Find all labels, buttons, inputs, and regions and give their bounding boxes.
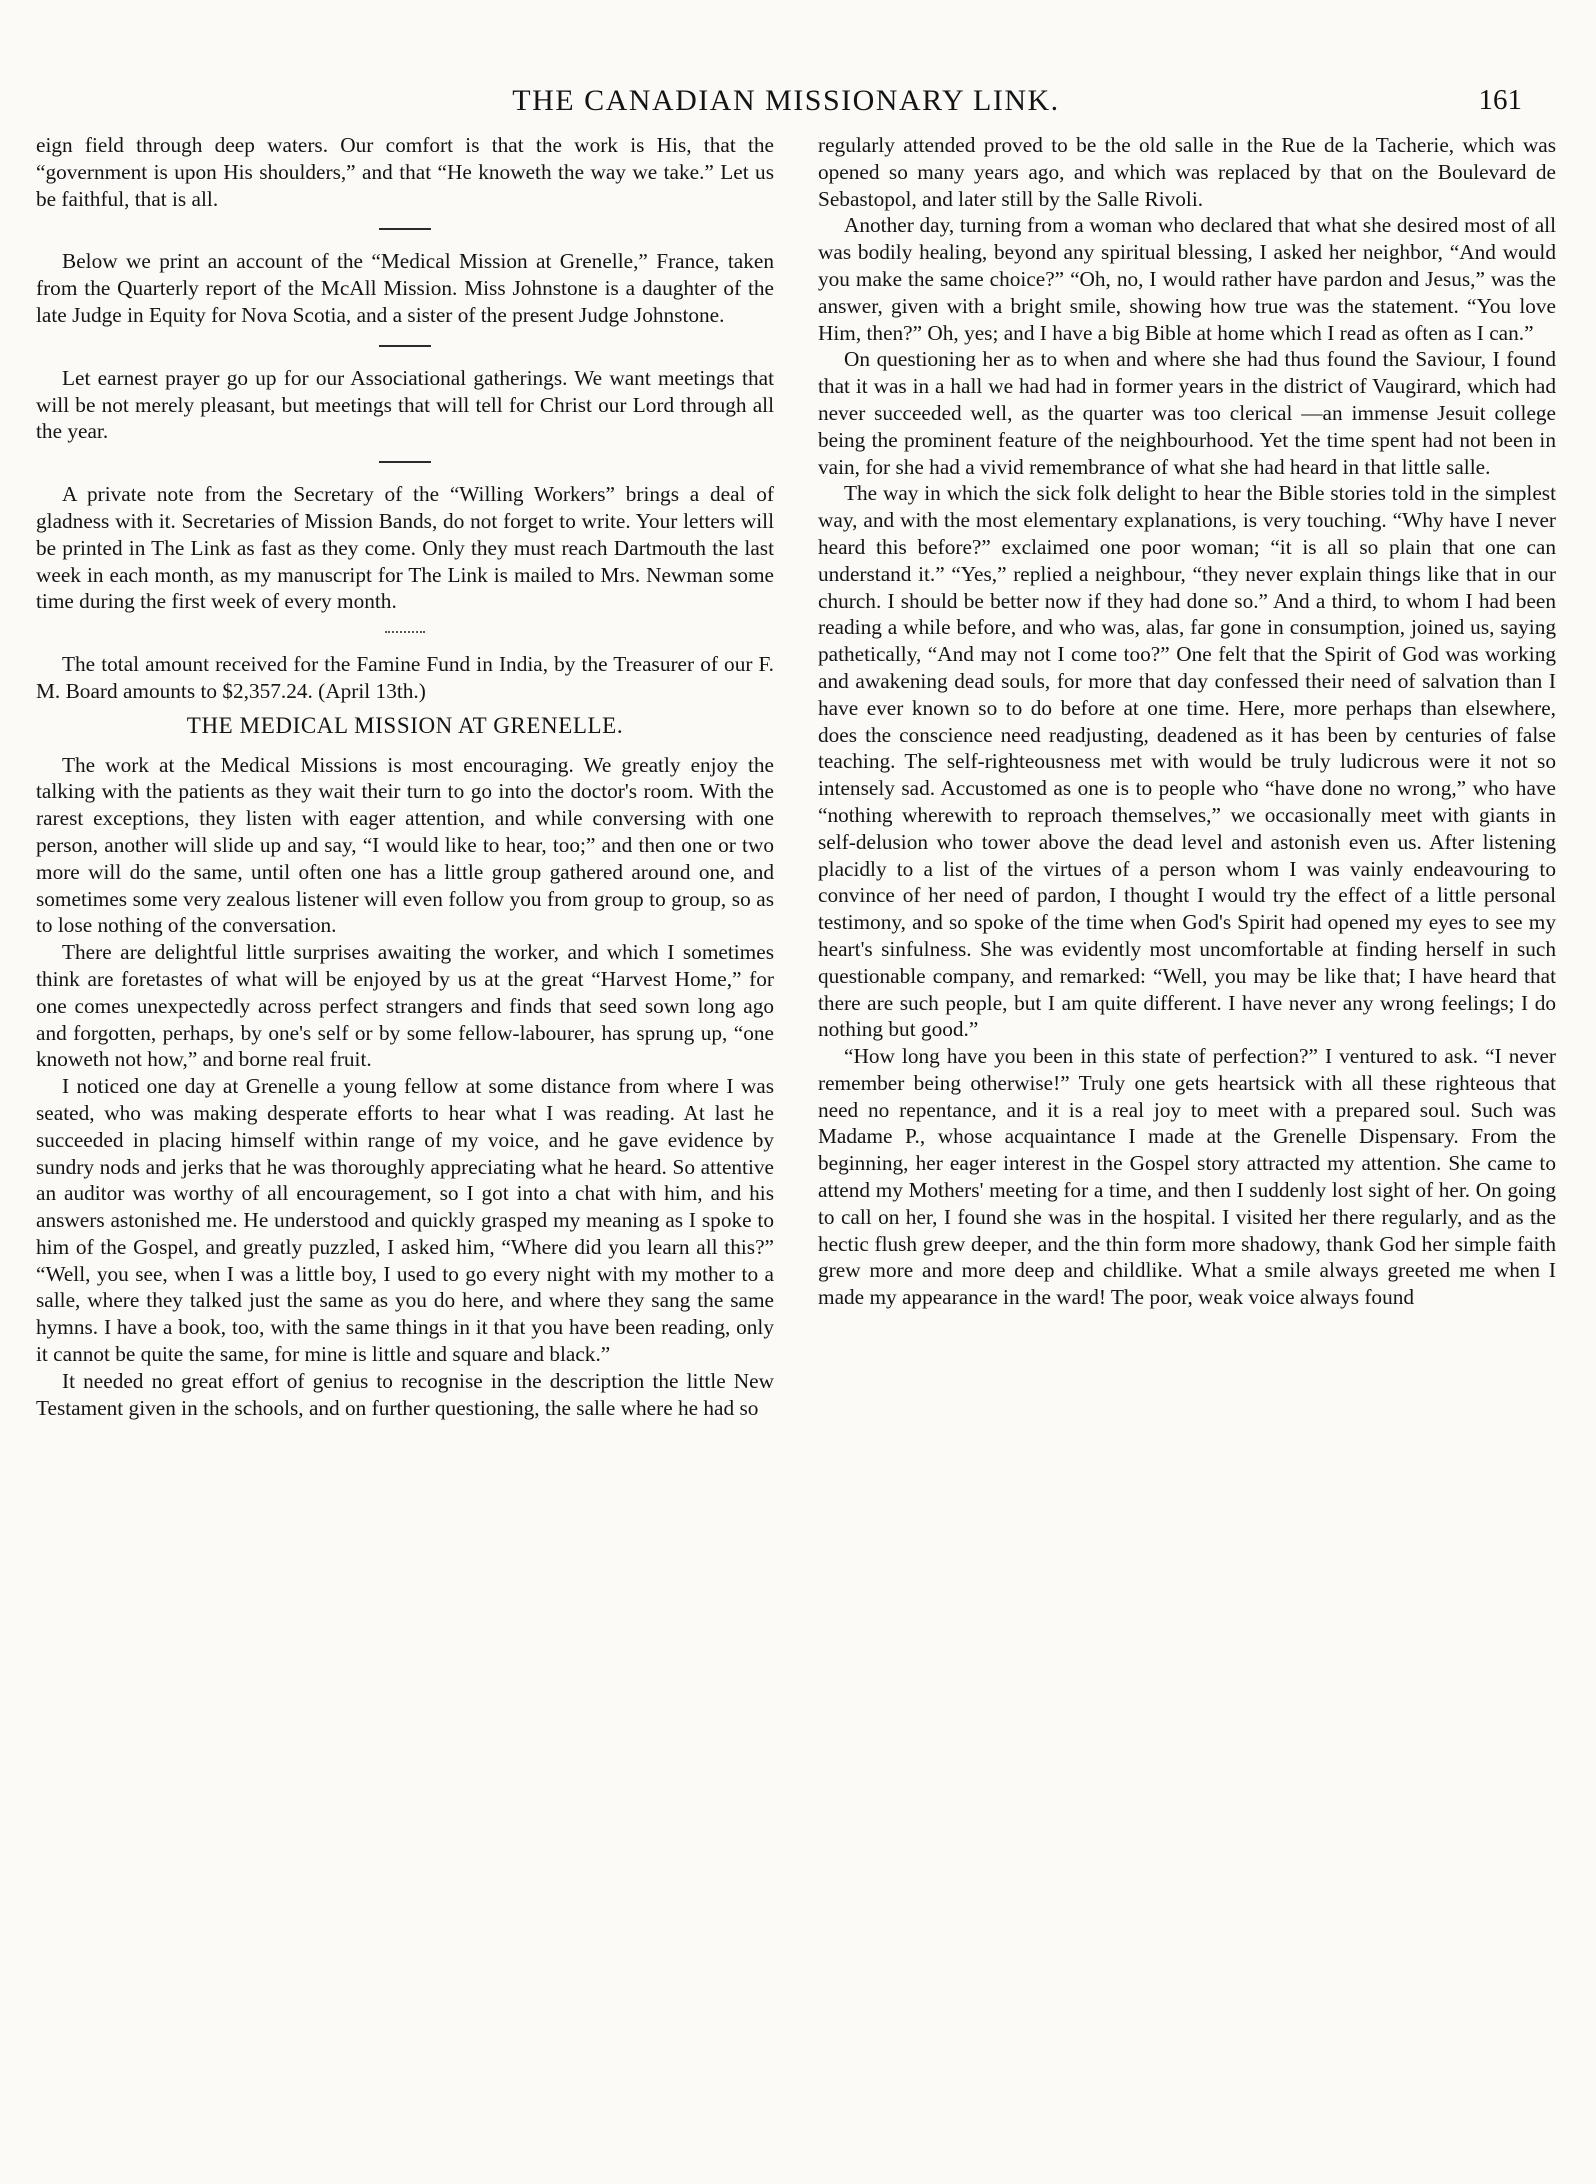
separator-rule	[379, 345, 431, 347]
article-paragraph: It needed no great effort of genius to recognise in the description the little New Testament given in the schools, and on further questioning, the salle where he had so	[36, 1368, 774, 1420]
right-column	[818, 132, 1556, 1311]
article-paragraph: The work at the Medical Missions is most encouraging. We greatly enjoy the talking with the patients as they wait their turn to go into the doctor's room. With the rarest exceptions, they listen with eager attention, and while conversing with one person, another will slide up and say, “I would like to hear, too;” and then one or two more will do the same, until often one has a little group gathered around one, and sometimes some very zealous listener will even follow you from group to group, so as to lose nothing of the conversation.	[36, 752, 774, 938]
note-medical-mission: Below we print an account of the “Medical Mission at Grenelle,” France, taken from the Quarterly report of the McAll Mission. Miss Johnstone is a daughter of the late Judge in Equity for Nova Scotia, and a sister of the present Judge Johnstone.	[36, 249, 774, 327]
page-header	[36, 84, 1536, 124]
left-column	[36, 132, 774, 1421]
page-number: 161	[1478, 84, 1522, 116]
article-continuation-paragraph: regularly attended proved to be the old salle in the Rue de la Tacherie, which was opened so many years ago, and which was replaced by that on the Boulevard de Sebastopol, and later still by the Salle Rivoli.	[818, 133, 1556, 211]
note-famine-fund: The total amount received for the Famine Fund in India, by the Treasurer of our F. M. Board amounts to $2,357.24. (April 13th.)	[36, 652, 774, 703]
article-paragraph: Another day, turning from a woman who declared that what she desired most of all was bodily healing, beyond any spiritual blessing, I asked her neighbor, “And would you make the same choice?” “Oh, no, I would rather have pardon and Jesus,” was the answer, given with a bright smile, showing how true was the statement. “You love Him, then?” Oh, yes; and I have a big Bible at home which I read as often as I can.”	[818, 213, 1556, 345]
separator-rule	[379, 461, 431, 463]
intro-continuation-paragraph: eign field through deep waters. Our comfort is that the work is His, that the “government is upon His shoulders,” and that “He knoweth the way we take.” Let us be faithful, that is all.	[36, 133, 774, 211]
article-paragraph: On questioning her as to when and where she had thus found the Saviour, I found that it was in a hall we had had in former years in the district of Vaugirard, which had never succeeded well, as the quarter was too clerical —an immense Jesuit college being the prominent feature of the neighbourhood. Yet the time spent had not been in vain, for she had a vivid remembrance of what she had heard in that little salle.	[818, 347, 1556, 479]
article-paragraph: There are delightful little surprises awaiting the worker, and which I sometimes think are foretastes of what will be enjoyed by us at the great “Harvest Home,” for one comes unexpectedly across perfect strangers and finds that seed sown long ago and forgotten, perhaps, by one's self or by some fellow-labourer, has sprung up, “one knoweth not how,” and borne real fruit.	[36, 940, 774, 1072]
running-title: THE CANADIAN MISSIONARY LINK.	[512, 84, 1060, 117]
article-paragraph: The way in which the sick folk delight to hear the Bible stories told in the simplest way, and with the most elementary explanations, is very touching. “Why have I never heard this before?” exclaimed one poor woman; “it is all so plain that one can understand it.” “Yes,” replied a neighbour, “they never explain things like that in our church. I should be better now if they had done so.” And a third, to whom I had been reading a while before, and who was, alas, far gone in consumption, joined us, saying pathetically, “And may not I come too?” One felt that the Spirit of God was working and awakening dead souls, for more that day confessed their need of salvation than I have ever known so to do before at one time. Here, more perhaps than elsewhere, does the conscience need readjusting, deadened as it has been by centuries of false teaching. The self-righteousness met with would be truly ludicrous were it not so intensely sad. Accustomed as one is to people who “have done no wrong,” who have “nothing wherewith to reproach themselves,” we occasionally meet with giants in self-delusion who tower above the dead level and astonish even us. After listening placidly to a list of the virtues of a person whom I was vainly endeavouring to convince of her need of pardon, I thought I would try the effect of a little personal testimony, and so spoke of the time when God's Spirit had opened my eyes to see my heart's sinfulness. She was evidently most uncomfortable at finding herself in such questionable company, and remarked: “Well, you may be like that; I have heard that there are such people, but I am quite different. I have never any wrong feelings; I do nothing but good.”	[818, 481, 1556, 1042]
separator-rule	[385, 631, 425, 633]
separator-rule	[379, 228, 431, 230]
article-paragraph: “How long have you been in this state of perfection?” I ventured to ask. “I never remember being otherwise!” Truly one gets heartsick with all these righteous that need no repentance, and it is a real joy to meet with a prepared soul. Such was Madame P., whose acquaintance I made at the Grenelle Dispensary. From the beginning, her eager interest in the Gospel story attracted my attention. She came to attend my Mothers' meeting for a time, and then I suddenly lost sight of her. On going to call on her, I found she was in the hospital. I visited her there regularly, and as the hectic flush grew deeper, and the thin form more shadowy, thank God her simple faith grew more and more deep and childlike. What a smile always greeted me when I made my appearance in the ward! The poor, weak voice always found	[818, 1044, 1556, 1310]
article-paragraph: I noticed one day at Grenelle a young fellow at some distance from where I was seated, who was making desperate efforts to hear what I was reading. At last he succeeded in placing himself within range of my voice, and he gave evidence by sundry nods and jerks that he was thoroughly appreciating what he heard. So attentive an auditor was worthy of all encouragement, so I got into a chat with him, and his answers astonished me. He understood and quickly grasped my meaning as I spoke to him of the Gospel, and greatly puzzled, I asked him, “Where did you learn all this?” “Well, you see, when I was a little boy, I used to go every night with my mother to a salle, where they talked just the same as you do here, and where they sang the same hymns. I have a book, too, with the same things in it that you have been reading, only it cannot be quite the same, for mine is little and square and black.”	[36, 1074, 774, 1367]
note-willing-workers: A private note from the Secretary of the “Willing Workers” brings a deal of gladness with it. Secretaries of Mission Bands, do not forget to write. Your letters will be printed in The Link as fast as they come. Only they must reach Dartmouth the last week in each month, as my manuscript for The Link is mailed to Mrs. Newman some time during the first week of every month.	[36, 482, 774, 614]
note-associational-prayer: Let earnest prayer go up for our Associational gatherings. We want meetings that will be not merely pleasant, but meetings that will tell for Christ our Lord through all the year.	[36, 365, 774, 444]
section-heading: THE MEDICAL MISSION AT GRENELLE.	[186, 712, 624, 738]
